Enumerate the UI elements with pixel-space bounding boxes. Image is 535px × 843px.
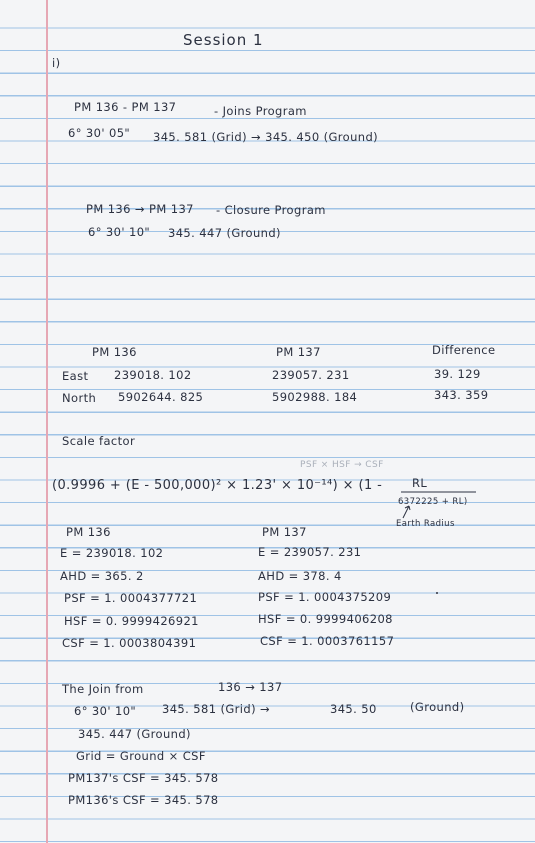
join-from-ground-label: (Ground) xyxy=(410,700,465,714)
joins-distance: 345. 581 (Grid) → 345. 450 (Ground) xyxy=(153,130,379,144)
pm137-hsf: HSF = 0. 9999406208 xyxy=(258,612,393,626)
coord-header-pm137: PM 137 xyxy=(276,345,321,359)
coord-header-pm136: PM 136 xyxy=(92,345,137,359)
scale-factor-formula: (0.9996 + (E - 500,000)² × 1.23' × 10⁻¹⁴) × (1 - xyxy=(52,478,383,493)
join-from-route: 136 → 137 xyxy=(218,680,283,694)
join-from-ground2: 345. 447 (Ground) xyxy=(78,727,191,741)
pm136-heading: PM 136 xyxy=(66,525,111,539)
faint-note: PSF × HSF → CSF xyxy=(300,460,384,470)
pm137-heading: PM 137 xyxy=(262,525,307,539)
pen-dot xyxy=(436,592,438,594)
pm136-csf-result: PM136's CSF = 345. 578 xyxy=(68,793,219,807)
closure-bearing: 6° 30' 10" xyxy=(88,225,151,239)
coord-cell: 39. 129 xyxy=(434,367,481,381)
coord-cell: 343. 359 xyxy=(434,388,489,402)
grid-ground-formula: Grid = Ground × CSF xyxy=(76,749,206,763)
question-number: i) xyxy=(52,56,61,70)
pm136-hsf: HSF = 0. 9999426921 xyxy=(64,614,199,628)
scale-factor-heading: Scale factor xyxy=(62,434,136,448)
join-from-ground-value: 345. 50 xyxy=(330,702,377,716)
earth-radius-note: Earth Radius xyxy=(396,519,455,529)
joins-stations: PM 136 - PM 137 xyxy=(74,100,177,114)
coord-cell: 5902988. 184 xyxy=(272,390,358,404)
title-baseline xyxy=(182,50,277,52)
joins-bearing: 6° 30' 05" xyxy=(68,126,131,140)
join-from-heading: The Join from xyxy=(62,682,144,696)
pm136-easting: E = 239018. 102 xyxy=(60,546,164,560)
coord-header-difference: Difference xyxy=(432,343,496,357)
join-from-grid: 345. 581 (Grid) → xyxy=(162,702,271,716)
closure-program-label: - Closure Program xyxy=(216,203,326,217)
pm136-csf: CSF = 1. 0003804391 xyxy=(62,636,197,650)
coord-row-label: North xyxy=(62,391,97,405)
pm136-ahd: AHD = 365. 2 xyxy=(60,569,144,583)
closure-distance: 345. 447 (Ground) xyxy=(168,226,281,240)
earth-radius-arrow xyxy=(403,506,410,518)
joins-program-label: - Joins Program xyxy=(214,104,307,118)
formula-numerator: RL xyxy=(412,476,428,490)
coord-cell: 239057. 231 xyxy=(272,368,350,382)
pm137-easting: E = 239057. 231 xyxy=(258,545,362,559)
coord-cell: 239018. 102 xyxy=(114,368,192,382)
page-title: Session 1 xyxy=(183,31,264,49)
pm137-psf: PSF = 1. 0004375209 xyxy=(258,590,392,604)
formula-denominator: 6372225 + RL) xyxy=(398,497,468,507)
coord-row-label: East xyxy=(62,369,89,383)
pm136-psf: PSF = 1. 0004377721 xyxy=(64,591,198,605)
coord-cell: 5902644. 825 xyxy=(118,390,204,404)
join-from-bearing: 6° 30' 10" xyxy=(74,704,137,718)
closure-stations: PM 136 → PM 137 xyxy=(86,202,194,216)
pm137-ahd: AHD = 378. 4 xyxy=(258,569,342,583)
pm137-csf: CSF = 1. 0003761157 xyxy=(260,634,395,648)
pm137-csf-result: PM137's CSF = 345. 578 xyxy=(68,771,219,785)
